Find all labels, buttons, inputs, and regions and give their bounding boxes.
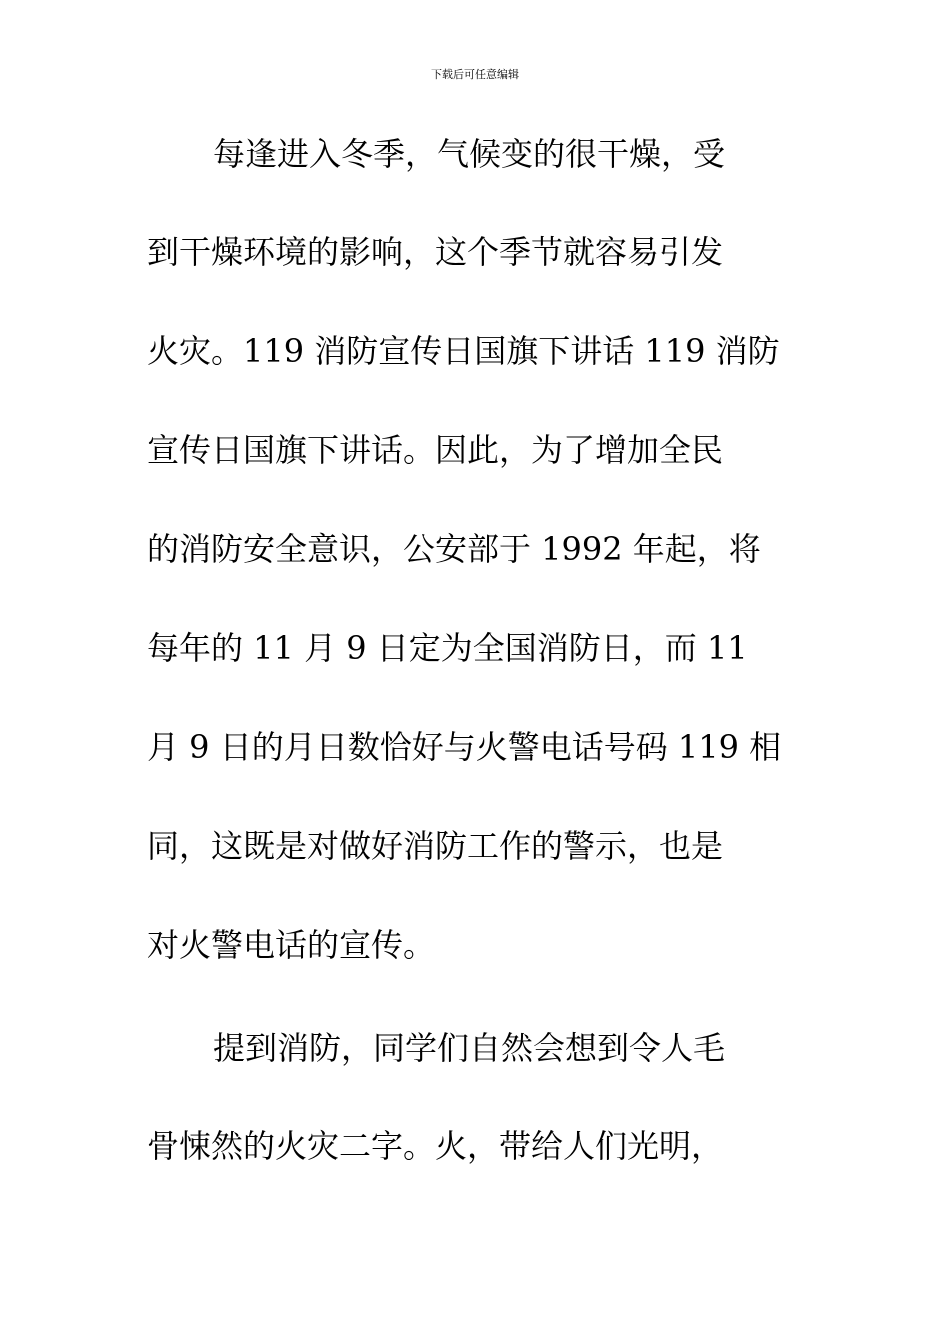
paragraph-2-line-1: 提到消防，同学们自然会想到令人毛 [213, 1029, 726, 1067]
paragraph-1-line-3: 火灾。119 消防宣传日国旗下讲话 119 消防 [147, 332, 780, 370]
paragraph-1-line-9: 对火警电话的宣传。 [147, 926, 436, 964]
page-header-note: 下载后可任意编辑 [431, 68, 519, 81]
paragraph-1-line-5: 的消防安全意识，公安部于 1992 年起，将 [147, 530, 761, 568]
paragraph-1-line-7: 月 9 日的月日数恰好与火警电话号码 119 相 [147, 728, 782, 766]
paragraph-2-line-2: 骨悚然的火灾二字。火，带给人们光明， [147, 1127, 724, 1165]
paragraph-1-line-8: 同，这既是对做好消防工作的警示，也是 [147, 827, 724, 865]
paragraph-1-line-6: 每年的 11 月 9 日定为全国消防日，而 11 [147, 629, 748, 667]
paragraph-1-line-4: 宣传日国旗下讲话。因此，为了增加全民 [147, 431, 724, 469]
paragraph-1-line-1: 每逢进入冬季，气候变的很干燥，受 [213, 135, 726, 173]
paragraph-1-line-2: 到干燥环境的影响，这个季节就容易引发 [147, 233, 724, 271]
